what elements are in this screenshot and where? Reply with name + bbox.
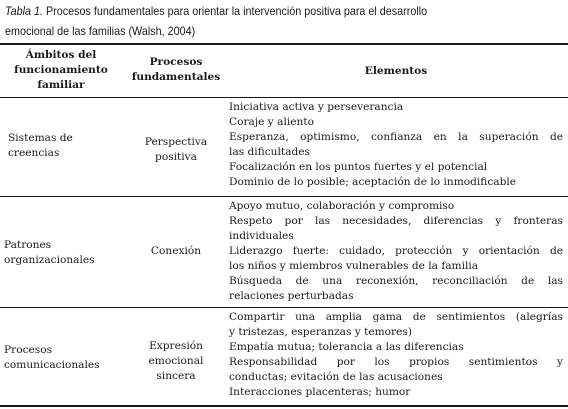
row-1-elemento-1: Iniciativa activa y perseverancia [229,101,404,113]
header-ambitos-line: familiar [37,79,85,91]
row-separator-2 [0,307,568,308]
row-2-elemento-3: Liderazgo fuerte: cuidado, protección y orientación de [229,245,563,257]
table-caption [5,2,524,42]
row-3-elemento-3: Responsabilidad por los propios sentimientos y [229,356,563,368]
row-1-ambito-line: creencias [8,147,60,159]
row-1-proceso [122,135,230,165]
row-2-ambito-line: organizacionales [4,254,95,266]
row-3-ambito-line: comunicacionales [4,359,100,371]
row-3-proceso [122,339,230,384]
row-2-elemento-4: Búsqueda de una reconexión, reconciliación de las [229,275,563,287]
caption-title-part-1: Procesos fundamentales para orientar la intervención positiva para el desarrollo [42,5,428,18]
row-2-elemento-3-cont: los niños y miembros vulnerables de la familia [229,260,479,272]
row-1-elemento-2: Coraje y aliento [229,116,314,128]
row-3-elemento-3-cont: conductas; evitación de las acusaciones [229,371,443,383]
row-1-proceso-line: Perspectiva [144,136,208,148]
header-ambitos [0,48,122,93]
row-3-proceso-line: sincera [156,370,196,382]
row-3-elemento-2: Empatía mutua; tolerancia a las diferencias [229,341,464,353]
header-ambitos-line: Ámbitos del [25,49,97,61]
row-3-proceso-line: emocional [148,355,204,367]
header-elementos-line: Elementos [364,65,428,77]
row-3-ambito [4,343,124,373]
row-2-elementos [229,199,563,304]
row-3-elemento-1-cont: y tristezas, esperanzas y temores) [229,326,412,338]
row-3-proceso-line: Expresión [149,340,203,352]
header-procesos [122,55,230,85]
row-3-elemento-4: Interacciones placenteras; humor [229,386,411,398]
header-ambitos-line: funcionamiento [14,64,108,76]
row-1-elementos [229,100,563,190]
row-2-ambito-line: Patrones [4,239,52,251]
header-procesos-line: fundamentales [131,71,221,83]
row-2-elemento-4-cont: relaciones perturbadas [229,290,354,302]
header-elementos [229,64,563,79]
row-2-proceso [122,244,230,259]
table-bottom-rule [0,405,568,407]
row-3-elemento-1: Compartir una amplia gama de sentimientos (alegrías [229,311,563,323]
caption-line-1 [5,2,524,22]
caption-table-number: Tabla 1. [5,5,43,18]
row-1-elemento-3: Esperanza, optimismo, confianza en la superación de [229,131,563,143]
row-1-elemento-5: Dominio de lo posible; aceptación de lo inmodificable [229,176,517,188]
row-2-elemento-1: Apoyo mutuo, colaboración y compromiso [229,200,455,212]
row-separator-1 [0,196,568,197]
header-procesos-line: Procesos [149,56,203,68]
row-3-ambito-line: Procesos [4,344,53,356]
row-2-ambito [4,238,124,268]
header-bottom-rule [0,97,568,98]
caption-line-2: emocional de las familias (Walsh, 2004) [5,25,196,38]
row-2-elemento-2: Respeto por las necesidades, diferencias y fronteras [229,215,563,227]
row-2-elemento-2-cont: individuales [229,230,294,242]
row-1-ambito [8,131,123,161]
row-3-elementos [229,310,563,400]
row-1-ambito-line: Sistemas de [8,132,73,144]
row-1-elemento-3-cont: las dificultades [229,146,310,158]
table-top-rule [0,43,568,45]
row-2-proceso-line: Conexión [150,245,202,257]
row-1-elemento-4: Focalización en los puntos fuertes y el potencial [229,161,488,173]
row-1-proceso-line: positiva [155,151,197,163]
